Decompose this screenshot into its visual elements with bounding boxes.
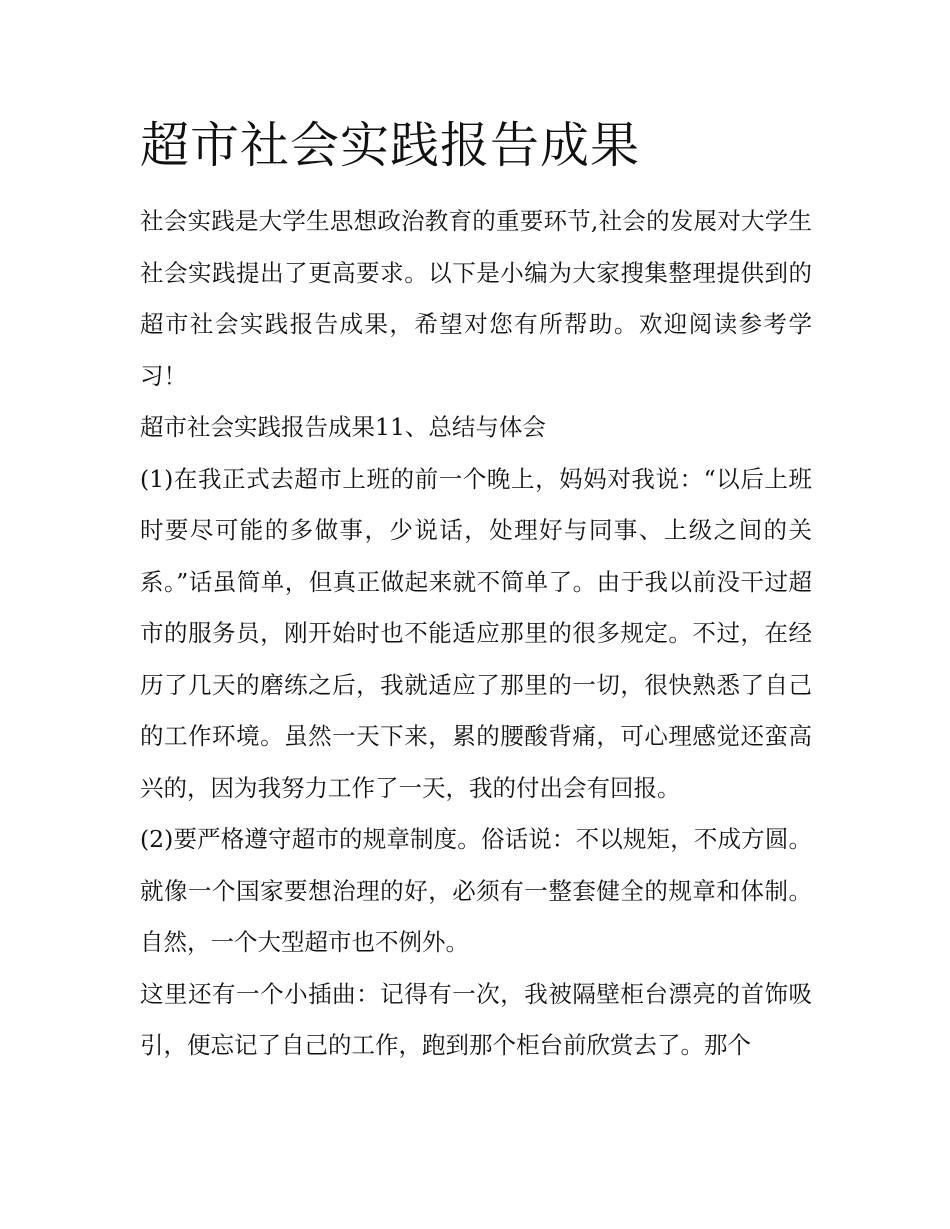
intro-paragraph: 社会实践是大学生思想政治教育的重要环节,社会的发展对大学生社会实践提出了更高要求。以下是小编为大家搜集整理提供到的超市社会实践报告成果，希望对您有所帮助。欢迎阅读参考学习！ (140, 207, 812, 390)
section-heading-paragraph: 超市社会实践报告成果11、总结与体会 (140, 413, 546, 441)
document-page (140, 112, 812, 1072)
point-2-paragraph: (2)要严格遵守超市的规章制度。俗话说：不以规矩，不成方圆。就像一个国家要想治理的好，必须有一整套健全的规章和体制。自然，一个大型超市也不例外。 (140, 825, 812, 956)
document-title: 超市社会实践报告成果 (140, 117, 641, 174)
point-1-paragraph: (1)在我正式去超市上班的前一个晚上，妈妈对我说：“以后上班时要尽可能的多做事，少说话，处理好与同事、上级之间的关系。”话虽简单，但真正做起来就不简单了。由于我以前没干过超市的服务员，刚开始时也不能适应那里的很多规定。不过，在经历了几天的磨练之后，我就适应了那里的一切，很快熟悉了自己的工作环境。虽然一天下来，累的腰酸背痛，可心理感觉还蛮高兴的，因为我努力工作了一天，我的付出会有回报。 (140, 464, 812, 802)
document-body (140, 196, 812, 1072)
anecdote-paragraph: 这里还有一个小插曲：记得有一次，我被隔壁柜台漂亮的首饰吸引，便忘记了自己的工作，跑到那个柜台前欣赏去了。那个 (140, 979, 812, 1059)
